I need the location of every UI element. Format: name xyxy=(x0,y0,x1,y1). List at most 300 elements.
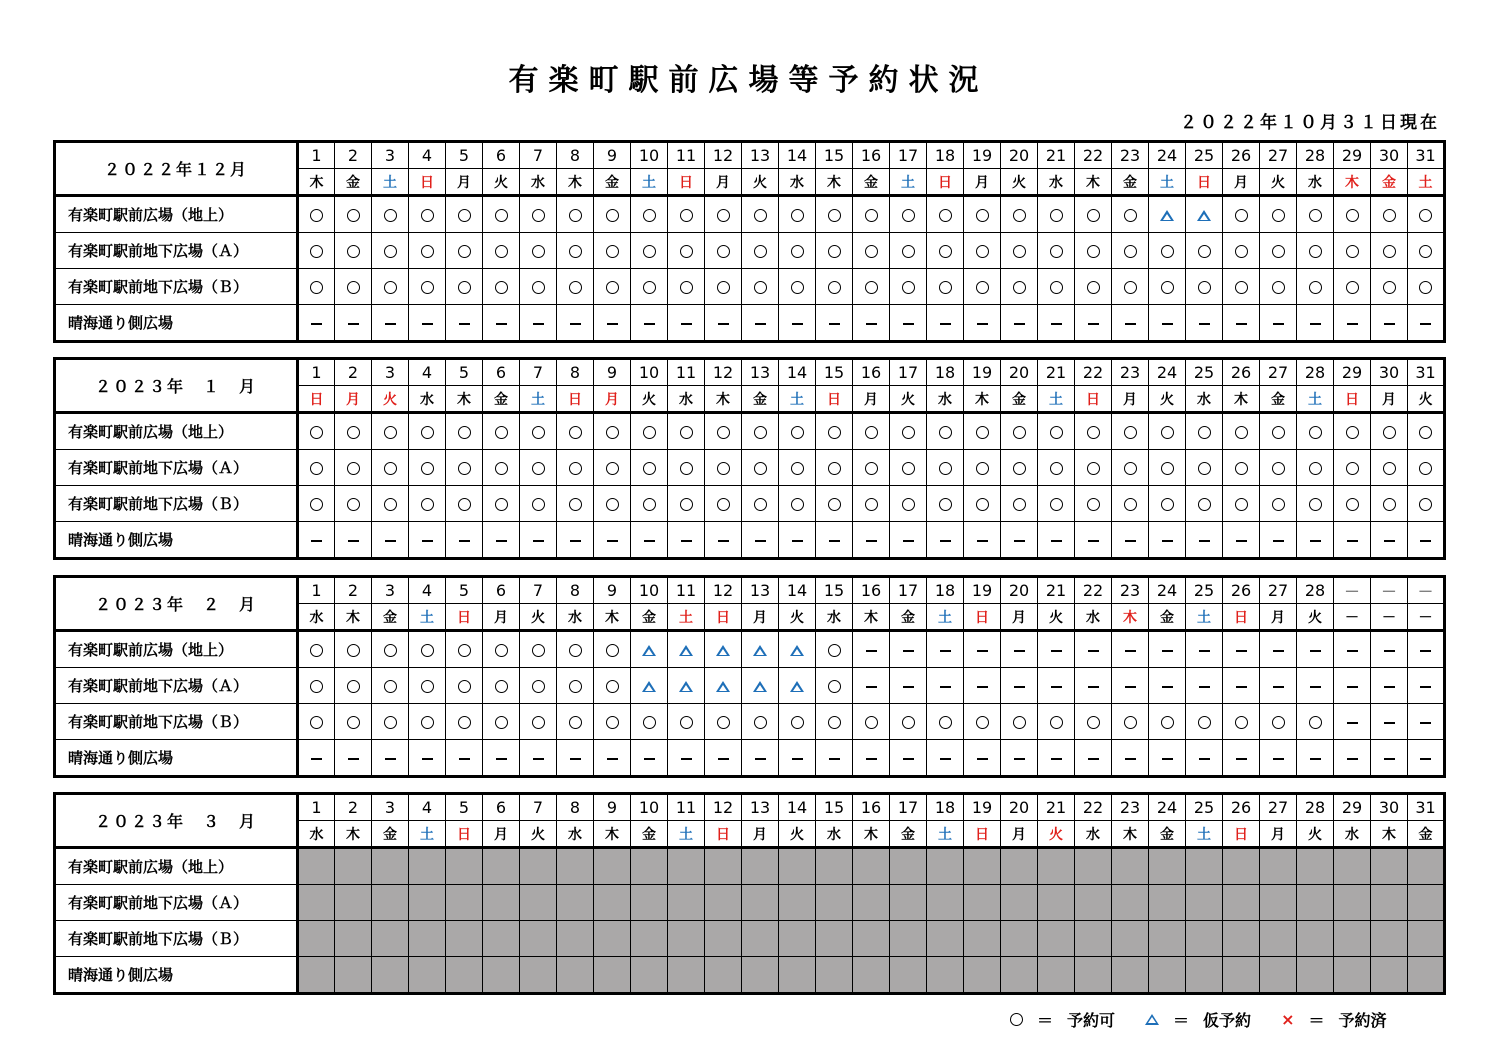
day-number: 21 xyxy=(1038,577,1075,604)
weekday: 月 xyxy=(446,169,483,196)
status-cell xyxy=(668,704,705,740)
available-circle-icon xyxy=(421,462,434,475)
available-circle-icon xyxy=(1124,716,1137,729)
available-circle-icon xyxy=(1013,426,1026,439)
available-circle-icon xyxy=(1013,462,1026,475)
weekday: 金 xyxy=(631,821,668,848)
provisional-triangle-icon xyxy=(716,645,730,656)
available-circle-icon xyxy=(791,245,804,258)
dash-icon xyxy=(1310,758,1321,760)
venue-label: 有楽町駅前広場（地上） xyxy=(55,413,298,450)
dash-icon xyxy=(348,758,359,760)
status-cell xyxy=(446,522,483,559)
status-cell xyxy=(816,450,853,486)
weekday: 水 xyxy=(779,169,816,196)
status-cell xyxy=(1223,631,1260,668)
status-cell xyxy=(1075,450,1112,486)
available-circle-icon xyxy=(1272,281,1285,294)
status-cell xyxy=(298,233,335,269)
status-cell xyxy=(335,233,372,269)
status-cell xyxy=(372,668,409,704)
status-cell xyxy=(1371,305,1408,342)
dash-icon xyxy=(1051,686,1062,688)
dash-icon xyxy=(496,540,507,542)
weekday: 金 xyxy=(1408,821,1445,848)
status-cell xyxy=(816,704,853,740)
status-cell-empty xyxy=(927,957,964,994)
day-number: 25 xyxy=(1186,359,1223,386)
available-circle-icon xyxy=(680,209,693,222)
weekday: 月 xyxy=(705,169,742,196)
status-cell xyxy=(1297,413,1334,450)
status-cell xyxy=(298,486,335,522)
status-cell xyxy=(927,450,964,486)
available-circle-icon xyxy=(1050,498,1063,511)
available-circle-icon xyxy=(791,281,804,294)
available-circle-icon xyxy=(606,281,619,294)
status-cell xyxy=(557,668,594,704)
available-circle-icon xyxy=(1383,498,1396,511)
weekday: 金 xyxy=(1001,386,1038,413)
available-circle-icon xyxy=(1346,498,1359,511)
status-cell-empty xyxy=(1371,848,1408,885)
status-cell xyxy=(1075,668,1112,704)
weekday: 火 xyxy=(742,169,779,196)
status-cell-empty xyxy=(964,885,1001,921)
status-cell xyxy=(964,668,1001,704)
available-circle-icon xyxy=(1050,245,1063,258)
legend-equals: ＝ xyxy=(1308,1010,1325,1030)
weekday: 火 xyxy=(1260,169,1297,196)
status-cell xyxy=(1001,196,1038,233)
day-number: 13 xyxy=(742,142,779,169)
status-cell xyxy=(1408,486,1445,522)
status-cell-empty xyxy=(816,885,853,921)
available-circle-icon xyxy=(828,281,841,294)
status-cell-empty xyxy=(1371,885,1408,921)
weekday: 木 xyxy=(1223,386,1260,413)
available-circle-icon xyxy=(1050,426,1063,439)
dash-icon xyxy=(829,540,840,542)
available-circle-icon xyxy=(1309,716,1322,729)
day-number: 30 xyxy=(1371,142,1408,169)
status-cell xyxy=(853,233,890,269)
available-circle-icon xyxy=(384,281,397,294)
dash-icon xyxy=(903,686,914,688)
available-circle-icon xyxy=(1309,245,1322,258)
status-cell xyxy=(853,740,890,777)
dash-icon xyxy=(829,323,840,325)
status-cell-empty xyxy=(335,885,372,921)
status-cell xyxy=(557,196,594,233)
status-cell xyxy=(668,486,705,522)
status-cell-empty xyxy=(779,957,816,994)
status-cell-empty xyxy=(483,848,520,885)
status-cell xyxy=(446,450,483,486)
available-circle-icon xyxy=(606,462,619,475)
status-cell-empty xyxy=(1260,885,1297,921)
status-cell xyxy=(1149,522,1186,559)
available-circle-icon xyxy=(606,209,619,222)
status-cell-empty xyxy=(890,848,927,885)
day-number: 25 xyxy=(1186,794,1223,821)
status-cell-empty xyxy=(705,885,742,921)
available-circle-icon xyxy=(1124,245,1137,258)
weekday: 水 xyxy=(557,604,594,631)
status-cell-empty xyxy=(1038,921,1075,957)
weekday: 土 xyxy=(409,604,446,631)
day-number: 26 xyxy=(1223,142,1260,169)
available-circle-icon xyxy=(643,245,656,258)
status-cell-empty xyxy=(446,957,483,994)
status-cell xyxy=(372,740,409,777)
status-cell xyxy=(705,196,742,233)
dash-icon xyxy=(1310,686,1321,688)
status-cell-empty xyxy=(631,848,668,885)
day-number: 16 xyxy=(853,359,890,386)
dash-icon xyxy=(940,540,951,542)
status-cell xyxy=(1297,233,1334,269)
available-circle-icon xyxy=(310,462,323,475)
available-circle-icon xyxy=(458,716,471,729)
day-number: 5 xyxy=(446,142,483,169)
available-circle-icon xyxy=(421,644,434,657)
status-cell xyxy=(298,450,335,486)
weekday: 月 xyxy=(335,386,372,413)
status-cell xyxy=(1371,413,1408,450)
status-cell xyxy=(1408,413,1445,450)
status-cell xyxy=(1408,740,1445,777)
as-of-date: ２０２２年１０月３１日現在 xyxy=(1180,113,1440,133)
dash-icon xyxy=(829,758,840,760)
weekday: 水 xyxy=(1186,386,1223,413)
venue-row xyxy=(55,704,1445,740)
status-cell xyxy=(742,668,779,704)
available-circle-icon xyxy=(606,680,619,693)
dash-icon xyxy=(607,758,618,760)
status-cell-empty xyxy=(1112,848,1149,885)
available-circle-icon xyxy=(717,209,730,222)
status-cell xyxy=(927,233,964,269)
status-cell xyxy=(409,305,446,342)
status-cell xyxy=(779,413,816,450)
status-cell xyxy=(298,740,335,777)
status-cell xyxy=(1149,233,1186,269)
dash-icon xyxy=(977,686,988,688)
status-cell xyxy=(853,486,890,522)
weekday: 木 xyxy=(557,169,594,196)
status-cell xyxy=(1112,196,1149,233)
available-circle-icon xyxy=(1124,209,1137,222)
available-circle-icon xyxy=(458,245,471,258)
dash-icon xyxy=(385,540,396,542)
status-cell-empty xyxy=(1001,848,1038,885)
dash-icon xyxy=(1347,540,1358,542)
available-circle-icon xyxy=(495,644,508,657)
status-cell-empty xyxy=(668,921,705,957)
weekday: 日 xyxy=(298,386,335,413)
status-cell xyxy=(779,740,816,777)
status-cell xyxy=(742,196,779,233)
status-cell xyxy=(742,413,779,450)
available-circle-icon xyxy=(865,716,878,729)
day-number: 28 xyxy=(1297,794,1334,821)
status-cell xyxy=(409,486,446,522)
available-circle-icon xyxy=(1161,281,1174,294)
available-circle-icon xyxy=(1124,498,1137,511)
day-number: 2 xyxy=(335,142,372,169)
status-cell xyxy=(1260,486,1297,522)
status-cell-empty xyxy=(1112,957,1149,994)
weekday: 火 xyxy=(483,169,520,196)
status-cell xyxy=(1001,413,1038,450)
dash-icon xyxy=(1125,540,1136,542)
status-cell xyxy=(1149,269,1186,305)
status-cell xyxy=(483,486,520,522)
status-cell xyxy=(1075,196,1112,233)
weekday: 木 xyxy=(816,169,853,196)
status-cell-empty xyxy=(1371,921,1408,957)
available-circle-icon xyxy=(754,426,767,439)
weekday: － xyxy=(1408,604,1445,631)
status-cell-empty xyxy=(446,848,483,885)
dash-icon xyxy=(1273,650,1284,652)
weekday: 日 xyxy=(1186,169,1223,196)
available-circle-icon xyxy=(347,426,360,439)
available-circle-icon xyxy=(791,426,804,439)
status-cell-empty xyxy=(483,921,520,957)
status-cell xyxy=(1371,668,1408,704)
status-cell xyxy=(1186,233,1223,269)
available-circle-icon xyxy=(1050,462,1063,475)
weekday: 土 xyxy=(668,821,705,848)
status-cell-empty xyxy=(1001,921,1038,957)
dash-icon xyxy=(1384,686,1395,688)
status-cell xyxy=(446,631,483,668)
status-cell xyxy=(298,196,335,233)
dash-icon xyxy=(1347,758,1358,760)
status-cell xyxy=(1112,668,1149,704)
provisional-triangle-icon xyxy=(679,681,693,692)
weekday: 金 xyxy=(372,604,409,631)
weekday: 日 xyxy=(927,169,964,196)
status-cell xyxy=(705,522,742,559)
available-circle-icon xyxy=(717,426,730,439)
dash-icon xyxy=(348,540,359,542)
weekday: 土 xyxy=(1297,386,1334,413)
available-circle-icon xyxy=(1161,245,1174,258)
weekday: 火 xyxy=(1297,604,1334,631)
status-cell xyxy=(631,196,668,233)
day-number: 28 xyxy=(1297,359,1334,386)
day-number: 16 xyxy=(853,577,890,604)
dash-icon xyxy=(1088,323,1099,325)
available-circle-icon xyxy=(1383,462,1396,475)
dash-icon xyxy=(977,758,988,760)
dash-icon xyxy=(459,758,470,760)
status-cell xyxy=(1001,631,1038,668)
status-cell xyxy=(409,233,446,269)
status-cell xyxy=(557,740,594,777)
available-circle-icon xyxy=(828,680,841,693)
legend-text: 予約可 xyxy=(1067,1010,1116,1030)
weekday: 土 xyxy=(927,821,964,848)
dash-icon xyxy=(1420,650,1431,652)
status-cell xyxy=(853,631,890,668)
status-cell xyxy=(1001,522,1038,559)
available-circle-icon xyxy=(1235,462,1248,475)
weekday: 木 xyxy=(446,386,483,413)
available-circle-icon xyxy=(310,209,323,222)
weekday: 木 xyxy=(594,604,631,631)
provisional-triangle-icon xyxy=(790,645,804,656)
weekday: 土 xyxy=(409,821,446,848)
dash-icon xyxy=(311,540,322,542)
available-circle-icon xyxy=(902,462,915,475)
status-cell xyxy=(446,740,483,777)
status-cell xyxy=(742,233,779,269)
status-cell-empty xyxy=(853,921,890,957)
weekday: 水 xyxy=(1334,821,1371,848)
day-number: 21 xyxy=(1038,359,1075,386)
available-circle-icon xyxy=(1272,462,1285,475)
weekday: 土 xyxy=(631,169,668,196)
status-cell xyxy=(298,668,335,704)
status-cell xyxy=(927,522,964,559)
status-cell xyxy=(1149,196,1186,233)
status-cell xyxy=(1001,740,1038,777)
status-cell xyxy=(557,413,594,450)
status-cell xyxy=(1001,233,1038,269)
weekday: 木 xyxy=(335,821,372,848)
status-cell xyxy=(1260,631,1297,668)
status-cell xyxy=(1112,486,1149,522)
day-number: 4 xyxy=(409,794,446,821)
available-circle-icon xyxy=(569,716,582,729)
weekday: 土 xyxy=(779,386,816,413)
day-number: 25 xyxy=(1186,142,1223,169)
status-cell xyxy=(853,522,890,559)
available-circle-icon xyxy=(421,426,434,439)
available-circle-icon xyxy=(1198,281,1211,294)
day-number: 13 xyxy=(742,359,779,386)
available-circle-icon xyxy=(421,680,434,693)
status-cell xyxy=(1371,269,1408,305)
available-circle-icon xyxy=(421,245,434,258)
available-circle-icon xyxy=(1050,209,1063,222)
day-number: 23 xyxy=(1112,794,1149,821)
available-circle-icon xyxy=(828,498,841,511)
status-cell xyxy=(372,413,409,450)
day-number: 26 xyxy=(1223,577,1260,604)
dash-icon xyxy=(644,323,655,325)
status-cell xyxy=(446,269,483,305)
available-circle-icon xyxy=(1309,281,1322,294)
status-cell xyxy=(668,668,705,704)
status-cell-empty xyxy=(483,885,520,921)
available-circle-icon xyxy=(1161,462,1174,475)
status-cell-empty xyxy=(520,957,557,994)
status-cell xyxy=(1149,631,1186,668)
available-circle-icon xyxy=(865,462,878,475)
day-number: 27 xyxy=(1260,359,1297,386)
weekday: 月 xyxy=(1260,604,1297,631)
day-number: 7 xyxy=(520,142,557,169)
available-circle-icon xyxy=(1272,209,1285,222)
dash-icon xyxy=(1199,323,1210,325)
available-circle-icon xyxy=(828,209,841,222)
status-cell xyxy=(557,486,594,522)
day-number: 8 xyxy=(557,577,594,604)
dash-icon xyxy=(459,323,470,325)
available-circle-icon xyxy=(310,644,323,657)
month-table xyxy=(53,140,1446,343)
status-cell xyxy=(594,413,631,450)
status-cell xyxy=(594,305,631,342)
legend-symbol xyxy=(1281,1010,1294,1029)
status-cell xyxy=(1001,450,1038,486)
status-cell xyxy=(1001,305,1038,342)
status-cell-empty xyxy=(631,957,668,994)
status-cell xyxy=(594,450,631,486)
status-cell-empty xyxy=(1149,921,1186,957)
status-cell xyxy=(890,413,927,450)
weekday: 月 xyxy=(964,169,1001,196)
dash-icon xyxy=(903,758,914,760)
available-circle-icon xyxy=(643,716,656,729)
status-cell xyxy=(1408,522,1445,559)
status-cell xyxy=(557,305,594,342)
status-cell xyxy=(1408,305,1445,342)
status-cell-empty xyxy=(1075,921,1112,957)
weekday: 月 xyxy=(1371,386,1408,413)
day-number: 17 xyxy=(890,359,927,386)
status-cell xyxy=(779,631,816,668)
day-number: 24 xyxy=(1149,142,1186,169)
status-cell xyxy=(1371,196,1408,233)
weekday: 木 xyxy=(964,386,1001,413)
weekday: 水 xyxy=(409,386,446,413)
status-cell xyxy=(1186,305,1223,342)
status-cell xyxy=(1260,413,1297,450)
dash-icon xyxy=(1347,323,1358,325)
status-cell xyxy=(335,450,372,486)
available-circle-icon xyxy=(347,462,360,475)
status-cell xyxy=(1075,740,1112,777)
venue-label: 有楽町駅前地下広場（Ｂ） xyxy=(55,704,298,740)
status-cell xyxy=(631,704,668,740)
available-circle-icon xyxy=(976,209,989,222)
available-circle-icon xyxy=(1235,498,1248,511)
month-table xyxy=(53,357,1446,560)
available-circle-icon xyxy=(1419,245,1432,258)
status-cell xyxy=(853,305,890,342)
status-cell xyxy=(853,413,890,450)
available-circle-icon xyxy=(532,209,545,222)
available-circle-icon xyxy=(1198,245,1211,258)
status-cell xyxy=(1297,631,1334,668)
weekday: 金 xyxy=(1112,169,1149,196)
dash-icon xyxy=(1347,722,1358,724)
status-cell xyxy=(890,522,927,559)
status-cell xyxy=(816,413,853,450)
status-cell xyxy=(742,269,779,305)
available-circle-icon xyxy=(1235,426,1248,439)
status-cell-empty xyxy=(1149,885,1186,921)
status-cell xyxy=(1297,196,1334,233)
dash-icon xyxy=(792,758,803,760)
status-cell xyxy=(1075,486,1112,522)
